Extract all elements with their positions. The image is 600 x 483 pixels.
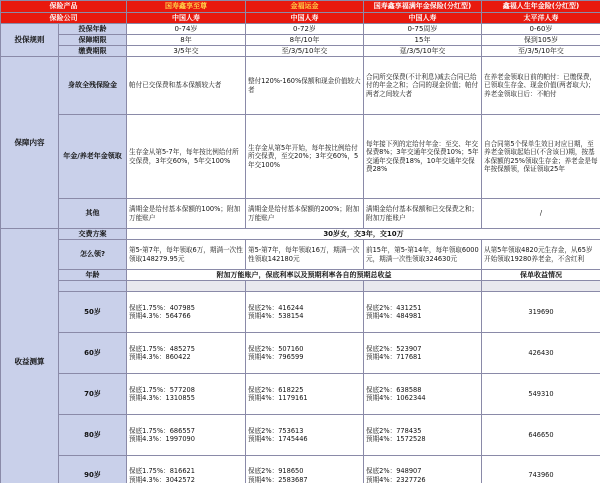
returns-header-row bbox=[1, 270, 600, 281]
return-min: 保底2%：948907 bbox=[366, 467, 422, 476]
coverage-value: 每年接下列的定给付年金：至交、年交保费8%；3年交通年交保费10%；5年交通年交保费18%，10年交通年交保费28% bbox=[364, 115, 482, 199]
coverage-value: 满期金是给付基本保额的100%；附加万能账户 bbox=[127, 199, 246, 229]
return-expected: 预期4.3%：860422 bbox=[129, 353, 191, 361]
rule-row-age bbox=[1, 24, 600, 35]
company-4: 太平洋人寿 bbox=[482, 13, 600, 24]
payment-row bbox=[1, 229, 600, 240]
return-min: 保底1.75%：816621 bbox=[129, 467, 195, 476]
age-label: 年龄 bbox=[59, 270, 127, 281]
claim-value: 第5-第7年，每年领取16万，期满一次性领取142180元 bbox=[246, 240, 364, 270]
return-expected: 预期4%：1179161 bbox=[248, 394, 308, 402]
claim-value: 第5-第7年，每年领取6万，期满一次性领取148279.95元 bbox=[127, 240, 246, 270]
product-2: 金福运金 bbox=[246, 1, 364, 13]
return-min: 保底1.75%：485275 bbox=[129, 344, 195, 353]
rule-value: 保到105岁 bbox=[482, 35, 600, 46]
claim-value: 从第5年领取4820元生存金，从65岁开始领取19280养老金，不含红利 bbox=[482, 240, 600, 270]
returns-row bbox=[1, 456, 600, 483]
return-expected: 预期4%：717681 bbox=[366, 353, 422, 361]
rule-value: 15年 bbox=[364, 35, 482, 46]
spacer-cell bbox=[59, 281, 127, 292]
age-cell: 80岁 bbox=[59, 415, 127, 456]
policy-return: 319690 bbox=[482, 292, 600, 333]
payment-label: 交费方案 bbox=[59, 229, 127, 240]
company-3: 中国人寿 bbox=[364, 13, 482, 24]
coverage-section: 保障内容 bbox=[1, 57, 59, 229]
policy-return: 646650 bbox=[482, 415, 600, 456]
return-min: 保底1.75%：686557 bbox=[129, 426, 195, 435]
rule-row-term bbox=[1, 35, 600, 46]
return-expected: 预期4%：1745446 bbox=[248, 435, 308, 443]
return-expected: 预期4%：484981 bbox=[366, 312, 422, 320]
rule-value: 0-60岁 bbox=[482, 24, 600, 35]
rule-value: 趸/3/5/10年交 bbox=[364, 46, 482, 57]
insure-rules-section: 投保规则 bbox=[1, 24, 59, 57]
payment-value: 30岁女，交3年，交10万 bbox=[127, 229, 600, 240]
coverage-row-other bbox=[1, 199, 600, 229]
product-1: 国寿鑫享至尊 bbox=[127, 1, 246, 13]
coverage-value: 自合同第5个保单生效日对应日期，至养老金领取起始日(不含该日)期，按基本保额的25%领取生存金；养老金是每年按保额领，保证领取25年 bbox=[482, 115, 600, 199]
rule-value: 至/3/5/10年交 bbox=[246, 46, 364, 57]
rule-value: 至/3/5/10年交 bbox=[482, 46, 600, 57]
product-4: 鑫福人生年金险(分红型) bbox=[482, 1, 600, 13]
return-expected: 预期4%：796599 bbox=[248, 353, 304, 361]
company-1: 中国人寿 bbox=[127, 13, 246, 24]
rule-label: 缴费期限 bbox=[59, 46, 127, 57]
spacer-cell bbox=[127, 281, 246, 292]
rule-value: 8年 bbox=[127, 35, 246, 46]
product-label: 保险产品 bbox=[1, 1, 127, 13]
company-row bbox=[1, 13, 600, 24]
claim-label: 怎么领? bbox=[59, 240, 127, 270]
coverage-value: 满期金是给付基本保额的200%；附加万能账户 bbox=[246, 199, 364, 229]
return-expected: 预期4.3%：1997090 bbox=[129, 435, 195, 443]
coverage-value: 生存金从第5-7年，每年按比例给付所交保费，3年交60%，5年交100% bbox=[127, 115, 246, 199]
rule-value: 8年/10年 bbox=[246, 35, 364, 46]
return-expected: 预期4%：2583687 bbox=[248, 475, 308, 483]
spacer-cell bbox=[482, 281, 600, 292]
company-label: 保险公司 bbox=[1, 13, 127, 24]
coverage-value: 在养老金领取日前的帕付：已缴保费，已领取生存金、现金价值(两者取大)；养老金领取日后：不帕付 bbox=[482, 57, 600, 115]
return-min: 保底2%：416244 bbox=[248, 303, 304, 312]
spacer-cell bbox=[364, 281, 482, 292]
return-min: 保底2%：618225 bbox=[248, 385, 304, 394]
returns-row bbox=[1, 415, 600, 456]
rule-value: 0-72岁 bbox=[246, 24, 364, 35]
rule-row-payment bbox=[1, 46, 600, 57]
return-expected: 预期4.3%：564766 bbox=[129, 312, 191, 320]
returns-row bbox=[1, 292, 600, 333]
coverage-value: 合同所交保费(不计利息)减去合同已给付的年金之和；合同的现金价值；帕付两者之间较大者 bbox=[364, 57, 482, 115]
return-expected: 预期4%：1062344 bbox=[366, 394, 426, 402]
policy-return: 549310 bbox=[482, 374, 600, 415]
returns-right-header: 保单收益情况 bbox=[482, 270, 600, 281]
rule-value: 0-74岁 bbox=[127, 24, 246, 35]
coverage-value: 满期金给付基本保额和已交保费之和；附加万能账户 bbox=[364, 199, 482, 229]
rule-value: 3/5年交 bbox=[127, 46, 246, 57]
coverage-label: 年金/养老年金领取 bbox=[59, 115, 127, 199]
return-min: 保底2%：918650 bbox=[248, 467, 304, 476]
spacer-cell bbox=[246, 281, 364, 292]
return-min: 保底2%：507160 bbox=[248, 344, 304, 353]
age-cell: 50岁 bbox=[59, 292, 127, 333]
return-min: 保底2%：431251 bbox=[366, 303, 422, 312]
returns-spacer-row bbox=[1, 281, 600, 292]
return-min: 保底1.75%：577208 bbox=[129, 385, 195, 394]
coverage-row-death bbox=[1, 57, 600, 115]
returns-mid-header: 附加万能账户，保底利率以及预期利率各自的预期总收益 bbox=[127, 270, 482, 281]
coverage-row-annuity bbox=[1, 115, 600, 199]
claim-value: 前15年，第5-第14年，每年领取6000元，期满一次性领取324630元 bbox=[364, 240, 482, 270]
rule-value: 0-75周岁 bbox=[364, 24, 482, 35]
return-min: 保底2%：638588 bbox=[366, 385, 422, 394]
policy-return: 426430 bbox=[482, 333, 600, 374]
coverage-value: 帕付已交保费和基本保额较大者 bbox=[127, 57, 246, 115]
returns-section: 收益测算 bbox=[1, 229, 59, 483]
return-expected: 预期4%：538154 bbox=[248, 312, 304, 320]
policy-return: 743960 bbox=[482, 456, 600, 483]
coverage-value: 整付120%-160%保额和现金价值较大者 bbox=[246, 57, 364, 115]
company-2: 中国人寿 bbox=[246, 13, 364, 24]
product-row bbox=[1, 1, 600, 13]
return-min: 保底2%：753613 bbox=[248, 426, 304, 435]
return-expected: 预期4%：2327726 bbox=[366, 475, 426, 483]
product-3: 国寿鑫享福满年金保险(分红型) bbox=[364, 1, 482, 13]
returns-row bbox=[1, 374, 600, 415]
rule-label: 投保年龄 bbox=[59, 24, 127, 35]
coverage-label: 身故全残保险金 bbox=[59, 57, 127, 115]
return-expected: 预期4%：1572528 bbox=[366, 435, 426, 443]
coverage-value: 生存金从第5年开始，每年按比例给付所交保费，至交20%；3年交60%，5年交100% bbox=[246, 115, 364, 199]
return-expected: 预期4.3%：3042572 bbox=[129, 475, 195, 483]
return-expected: 预期4.3%：1310855 bbox=[129, 394, 195, 402]
claim-row bbox=[1, 240, 600, 270]
return-min: 保底2%：523907 bbox=[366, 344, 422, 353]
age-cell: 90岁 bbox=[59, 456, 127, 483]
age-cell: 70岁 bbox=[59, 374, 127, 415]
coverage-label: 其他 bbox=[59, 199, 127, 229]
return-min: 保底1.75%：407985 bbox=[129, 303, 195, 312]
age-cell: 60岁 bbox=[59, 333, 127, 374]
rule-label: 保障期限 bbox=[59, 35, 127, 46]
coverage-value: / bbox=[482, 199, 600, 229]
return-min: 保底2%：778435 bbox=[366, 426, 422, 435]
returns-row bbox=[1, 333, 600, 374]
